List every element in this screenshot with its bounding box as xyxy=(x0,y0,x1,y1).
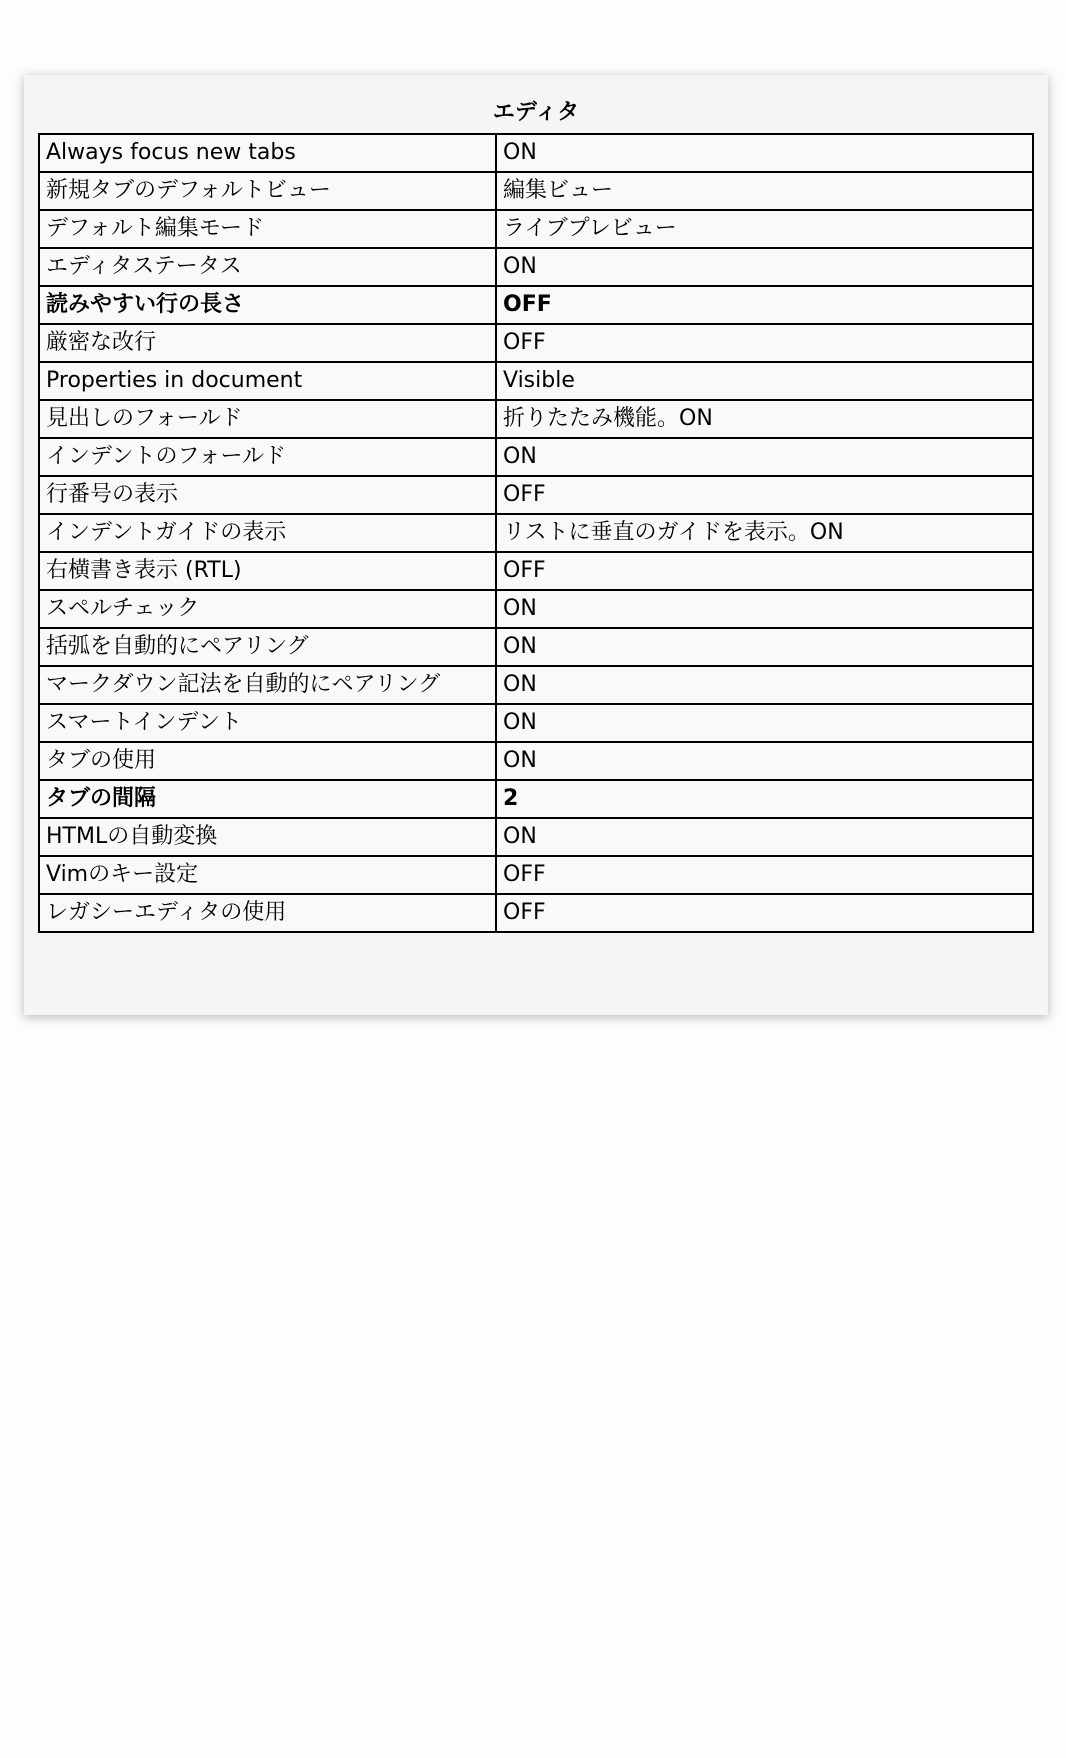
setting-label: 見出しのフォールド xyxy=(39,400,496,438)
table-row xyxy=(39,742,1033,780)
setting-value: ON xyxy=(496,438,1033,476)
settings-card xyxy=(24,75,1048,1015)
table-row xyxy=(39,476,1033,514)
section-title: エディタ xyxy=(492,100,580,125)
setting-label: 行番号の表示 xyxy=(39,476,496,514)
setting-label: 括弧を自動的にペアリング xyxy=(39,628,496,666)
setting-value: ON xyxy=(496,666,1033,704)
table-row xyxy=(39,400,1033,438)
setting-label: 右横書き表示 (RTL) xyxy=(39,552,496,590)
setting-label: Properties in document xyxy=(39,362,496,400)
table-row xyxy=(39,552,1033,590)
setting-label: HTMLの自動変換 xyxy=(39,818,496,856)
setting-value: ON xyxy=(496,590,1033,628)
setting-label: 読みやすい行の長さ xyxy=(39,286,496,324)
table-row xyxy=(39,248,1033,286)
table-row xyxy=(39,628,1033,666)
settings-table xyxy=(38,133,1034,933)
setting-value: OFF xyxy=(496,476,1033,514)
setting-label: マークダウン記法を自動的にペアリング xyxy=(39,666,496,704)
setting-value: OFF xyxy=(496,894,1033,932)
setting-label: インデントのフォールド xyxy=(39,438,496,476)
setting-value: OFF xyxy=(496,324,1033,362)
setting-label: タブの使用 xyxy=(39,742,496,780)
setting-value: Visible xyxy=(496,362,1033,400)
setting-value: ON xyxy=(496,134,1033,172)
table-row xyxy=(39,514,1033,552)
table-row xyxy=(39,210,1033,248)
setting-label: スペルチェック xyxy=(39,590,496,628)
setting-label: 厳密な改行 xyxy=(39,324,496,362)
setting-label: Vimのキー設定 xyxy=(39,856,496,894)
setting-value: 2 xyxy=(496,780,1033,818)
table-row xyxy=(39,780,1033,818)
table-row xyxy=(39,324,1033,362)
setting-label: タブの間隔 xyxy=(39,780,496,818)
setting-value: ON xyxy=(496,742,1033,780)
setting-label: Always focus new tabs xyxy=(39,134,496,172)
setting-value: OFF xyxy=(496,856,1033,894)
setting-label: スマートインデント xyxy=(39,704,496,742)
setting-label: レガシーエディタの使用 xyxy=(39,894,496,932)
table-row xyxy=(39,590,1033,628)
setting-label: インデントガイドの表示 xyxy=(39,514,496,552)
setting-value: ON xyxy=(496,704,1033,742)
setting-value: 折りたたみ機能。ON xyxy=(496,400,1033,438)
settings-table-body xyxy=(39,134,1033,932)
setting-value: リストに垂直のガイドを表示。ON xyxy=(496,514,1033,552)
setting-value: ライブプレビュー xyxy=(496,210,1033,248)
table-row xyxy=(39,134,1033,172)
setting-value: ON xyxy=(496,628,1033,666)
setting-value: OFF xyxy=(496,552,1033,590)
setting-label: エディタステータス xyxy=(39,248,496,286)
setting-value: 編集ビュー xyxy=(496,172,1033,210)
table-row xyxy=(39,286,1033,324)
table-row xyxy=(39,362,1033,400)
setting-label: 新規タブのデフォルトビュー xyxy=(39,172,496,210)
table-row xyxy=(39,704,1033,742)
table-row xyxy=(39,438,1033,476)
table-row xyxy=(39,894,1033,932)
setting-value: OFF xyxy=(496,286,1033,324)
setting-value: ON xyxy=(496,818,1033,856)
table-row xyxy=(39,172,1033,210)
setting-value: ON xyxy=(496,248,1033,286)
table-row xyxy=(39,818,1033,856)
table-row xyxy=(39,856,1033,894)
table-row xyxy=(39,666,1033,704)
setting-label: デフォルト編集モード xyxy=(39,210,496,248)
